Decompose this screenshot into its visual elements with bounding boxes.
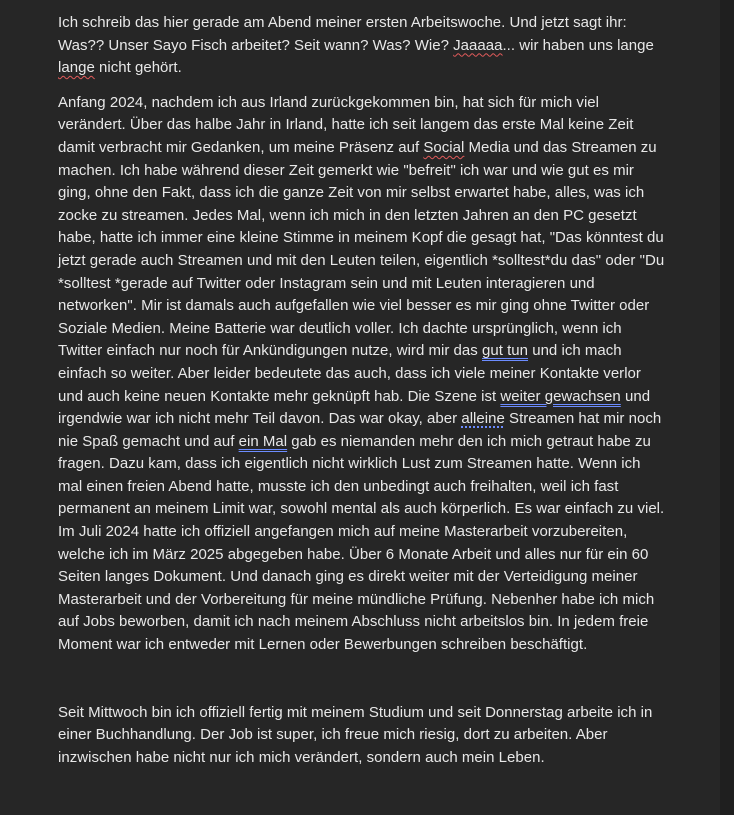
paragraph-2-text-f: gab es niemanden mehr den ich mich getraut habe zu fragen. Dazu kam, dass ich eigentlich nicht wirklich Lust zum Streamen hatte. Wenn ich mal einen freien Abend hatte, musste ich den unbedingt auch freihalten, weil ich fast permanent an meinem Limit war, sowohl mental als auch körperlich. Es war einfach zu viel. Im Juli 2024 hatte ich offiziell angefangen mich auf meine Masterarbeit vorzubereiten, welche ich im März 2025 abgegeben habe. Über 6 Monate Arbeit und alles nur für ein 60 Seiten langes Dokument. Und danach ging es direkt weiter mit der Verteidigung meiner Masterarbeit und der Vorbereitung für meine mündliche Prüfung. Nebenher habe ich mich auf Jobs beworben, damit ich nach meinem Abschluss nicht arbeitslos bin. In jedem freie Moment war ich entweder mit Lernen oder Bewerbungen schreiben beschäftigt. — [58, 432, 665, 654]
paragraph-2-text-b: Media und das Streamen zu machen. Ich habe während dieser Zeit gemerkt wie "befreit" ich war und wie gut es mir ging, ohne den Fakt, dass ich die ganze Zeit von mir selbst erwartet habe, alles, was ich zocke zu streamen. Jedes Mal, wenn ich mich in den letzten Jahren an den PC gesetzt habe, hatte ich immer eine kleine Stimme in meinem Kopf die gesagt hat, "Das könntest du jetzt gerade auch Streamen und mit den Leuten teilen, eigentlich *solltest*du das" oder "Du *solltest *gerade auf Twitter oder Instagram sein und mit Leuten interagieren und networken". Mir ist damals auch aufgefallen wie viel besser es mir ging ohne Twitter oder Soziale Medien. Meine Batterie war deutlich voller. Ich dachte ursprünglich, wenn ich Twitter einfach nur noch für Ankündigungen nutze, wird mir das — [58, 138, 665, 360]
spelling-flag-jaaaaa[interactable]: Jaaaaa — [453, 36, 503, 54]
spelling-flag-lange[interactable]: lange — [58, 59, 95, 77]
paragraph-3[interactable] — [58, 702, 668, 770]
spelling-flag-social[interactable]: Social — [423, 138, 465, 156]
paragraph-2-text-d: und irgendwie war ich nicht mehr Teil davon. Das war okay, aber — [58, 387, 651, 428]
paragraph-1-text-a: Ich schreib das hier gerade am Abend meiner ersten Arbeitswoche. Und jetzt sagt ihr: Was?? Unser Sayo Fisch arbeitet? Seit wann? Was? Wie? — [58, 14, 627, 54]
paragraph-2[interactable] — [58, 92, 668, 657]
style-flag-alleine[interactable]: alleine — [461, 410, 505, 428]
paragraph-2-text-e: Streamen hat mir noch nie Spaß gemacht und auf — [58, 410, 662, 450]
grammar-flag-gut-tun[interactable]: gut tun — [482, 342, 529, 360]
grammar-flag-ein-mal[interactable]: ein Mal — [238, 432, 288, 450]
grammar-flag-weiter-gewachsen[interactable]: weiter gewachsen — [500, 387, 621, 405]
paragraph-3-text: Seit Mittwoch bin ich offiziell fertig mit meinem Studium und seit Donnerstag arbeite ich in einer Buchhandlung. Der Job ist super, ich freue mich riesig, dort zu arbeiten. Aber inzwischen habe nicht nur ich mich verändert, sondern auch mein Leben. — [58, 703, 653, 766]
document-body[interactable] — [58, 12, 668, 769]
paragraph-1-text-b: ... wir haben uns lange — [502, 36, 654, 54]
paragraph-1[interactable] — [58, 12, 668, 80]
paragraph-2-text-a: Anfang 2024, nachdem ich aus Irland zurückgekommen bin, hat sich für mich viel verändert. Über das halbe Jahr in Irland, hatte ich seit langem das erste Mal keine Zeit damit verbracht mir Gedanken, um meine Präsenz auf — [58, 93, 634, 156]
paragraph-1-text-c: nicht gehört. — [94, 59, 182, 77]
paragraph-2-text-c: und ich mach einfach so weiter. Aber leider bedeutete das auch, dass ich viele meiner Kontakte verlor und auch keine neuen Kontakte mehr geknüpft hab. Die Szene ist — [58, 342, 641, 405]
window-scroll-edge — [720, 0, 734, 815]
